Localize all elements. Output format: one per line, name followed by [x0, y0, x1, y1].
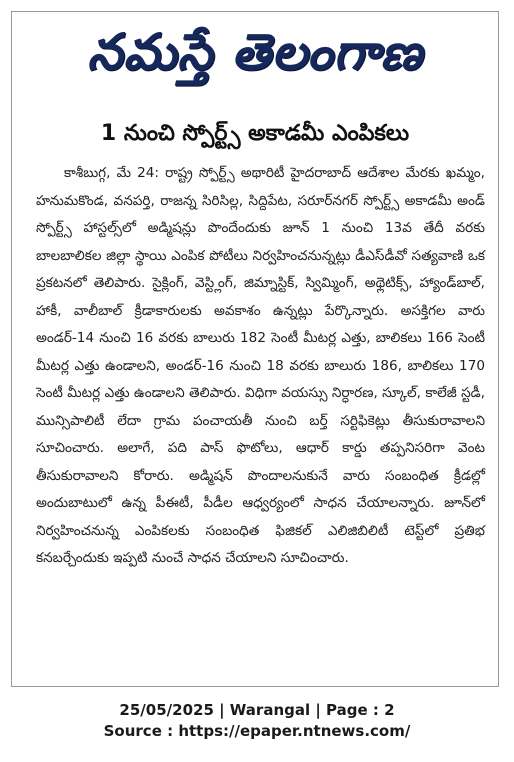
newspaper-clipping — [11, 11, 499, 687]
article-paragraph: కాశీబుగ్గ, మే 24: రాష్ట్ర స్పోర్ట్స్ అథారిటీ హైదరాబాద్ ఆదేశాల మేరకు ఖమ్మం, హనుమకొండ, వనపర్తి, రాజన్న సిరిసిల్ల, సిద్దిపేట, సరూర్‌నగర్ స్పోర్ట్స్ అకాడమీ అండ్ స్పోర్ట్స్ హాస్టల్స్‌లో అడ్మిషన్లు పొందేందుకు జూన్ 1 నుంచి 13వ తేదీ వరకు బాలబాలికల జిల్లా స్థాయి ఎంపిక పోటీలు నిర్వహించనున్నట్లు డీఎస్‌డీవో సత్యవాణి ఒక ప్రకటనలో తెలిపారు. సైక్లింగ్, వెస్ట్లింగ్, జిమ్నాస్టిక్, స్విమ్మింగ్, అథ్లెటిక్స్, హ్యాండ్‌బాల్, హాకీ, వాలీబాల్ క్రీడాకారులకు అవకాశం ఉన్నట్లు పేర్కొన్నారు. అసక్తిగల వారు అండర్-14 నుంచి 16 వరకు బాలురు 182 సెంటీ మీటర్ల ఎత్తు, బాలికలు 166 సెంటీ మీటర్ల ఎత్తు ఉండాలని, అండర్-16 నుంచి 18 వరకు బాలురు 186, బాలికలు 170 సెంటీ మీటర్ల ఎత్తు ఉండాలని తెలిపారు. విధిగా వయస్సు నిర్ధారణ, స్కూల్, కాలేజీ స్టడీ, మున్సిపాలిటీ లేదా గ్రామ పంచాయతీ నుంచి బర్త్ సర్టిఫికెట్లు తీసుకురావాలని సూచించారు. అలాగే, పది పాస్ ఫొటోలు, ఆధార్ కార్డు తప్పనిసరిగా వెంట తీసుకురావాలని కోరారు. అడ్మిషన్ పొందాలనుకునే వారు సంబంధిత క్రీడల్లో అందుబాటులో ఉన్న పీఈటీ, పీడీల ఆధ్వర్యంలో సాధన చేయాలన్నారు. జూన్‌లో నిర్వహించనున్న ఎంపికలకు సంబంధిత ఫిజికల్ ఎలిజిబిలిటీ టెస్ట్‌లో ప్రతిభ కనబర్చేందుకు ఇప్పటి నుంచే సాధన చేయాలని సూచించారు. — [36, 165, 485, 566]
article-body — [36, 160, 485, 573]
article-headline: 1 నుంచి స్పోర్ట్స్ అకాడమీ ఎంపికలు — [100, 121, 410, 146]
newspaper-masthead: నమస్తే తెలంగాణ — [87, 23, 423, 81]
edition-info: 25/05/2025 | Warangal | Page : 2 — [119, 701, 395, 719]
source-link[interactable]: Source : https://epaper.ntnews.com/ — [103, 722, 411, 740]
